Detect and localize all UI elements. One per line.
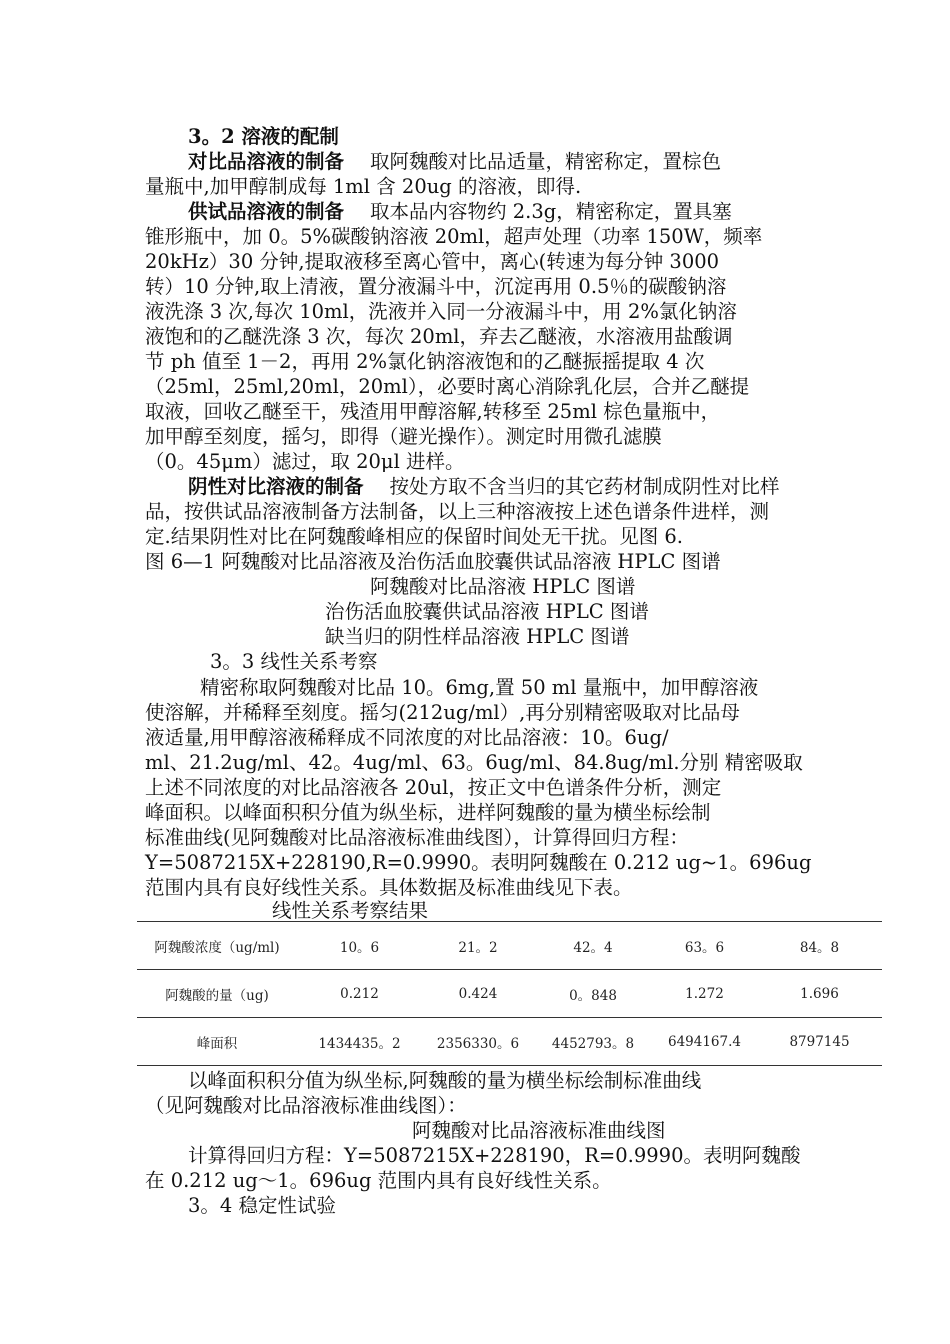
linearity-line: 峰面积。以峰面积积分值为纵坐标，进样阿魏酸的量为横坐标绘制 [145, 801, 711, 824]
regression-line: 在 0.212 ug～1。696ug 范围内具有良好线性关系。 [145, 1169, 612, 1192]
test-solution-line: 20kHz）30 分钟,提取液移至离心管中，离心(转速为每分钟 3000 [145, 250, 720, 273]
neg-solution-line: 品，按供试品溶液制备方法制备，以上三种溶液按上述色谱条件进样，测 [145, 500, 770, 523]
test-solution-title: 供试品溶液的制备 [188, 200, 345, 223]
curve-line: 以峰面积积分值为纵坐标,阿魏酸的量为横坐标绘制标准曲线 [188, 1069, 702, 1092]
section-heading-3-3: 3。3 线性关系考察 [210, 650, 378, 673]
curve-line: （见阿魏酸对比品溶液标准曲线图）： [145, 1094, 467, 1117]
figure-label-ref: 阿魏酸对比品溶液 HPLC 图谱 [370, 575, 636, 598]
table-row [137, 970, 882, 1018]
table-cell: 2356330。6 [436, 1035, 520, 1052]
test-solution-line: （0。45μm）滤过，取 20μl 进样。 [145, 450, 465, 473]
test-solution-line: 节 ph 值至 1－2，再用 2%氯化钠溶液饱和的乙醚振摇提取 4 次 [145, 350, 705, 373]
table-cell: 0.212 [340, 985, 379, 1002]
figure-caption: 图 6—1 阿魏酸对比品溶液及治伤活血胶囊供试品溶液 HPLC 图谱 [145, 550, 721, 573]
neg-solution-text: 按处方取不含当归的其它药材制成阴性对比样 [389, 475, 780, 498]
curve-figure-label: 阿魏酸对比品溶液标准曲线图 [412, 1119, 666, 1142]
test-solution-line: （25ml，25ml,20ml，20ml），必要时离心消除乳化层，合并乙醚提 [145, 375, 750, 398]
table-cell-header: 峰面积 [196, 1035, 238, 1052]
table-cell: 1434435。2 [318, 1035, 401, 1052]
table-cell: 1.696 [800, 985, 839, 1002]
figure-label-neg: 缺当归的阴性样品溶液 HPLC 图谱 [325, 625, 630, 648]
table-cell-header: 阿魏酸的量（ug) [165, 987, 269, 1004]
test-solution-line: 转）10 分钟,取上清液，置分液漏斗中，沉淀再用 0.5％的碳酸钠溶 [145, 275, 727, 298]
section-heading-3-2: 3。2 溶液的配制 [188, 125, 339, 148]
figure-label-test: 治伤活血胶囊供试品溶液 HPLC 图谱 [325, 600, 649, 623]
linearity-line: 使溶解，并稀释至刻度。摇匀(212ug/ml）,再分别精密吸取对比品母 [145, 701, 740, 724]
test-solution-line: 液饱和的乙醚洗涤 3 次，每次 20ml，弃去乙醚液，水溶液用盐酸调 [145, 325, 733, 348]
table-cell: 10。6 [339, 939, 380, 956]
linearity-table [137, 921, 882, 1066]
paragraph-test-line-1 [188, 199, 732, 224]
section-heading-3-4: 3。4 稳定性试验 [188, 1194, 337, 1217]
linearity-line: Y=5087215X+228190,R=0.9990。表明阿魏酸在 0.212 ug~1。696ug [145, 851, 812, 874]
linearity-line: 标准曲线(见阿魏酸对比品溶液标准曲线图），计算得回归方程： [145, 826, 689, 849]
linearity-line: 范围内具有良好线性关系。具体数据及标准曲线见下表。 [145, 876, 633, 899]
neg-solution-line: 定.结果阴性对比在阿魏酸峰相应的保留时间处无干扰。见图 6. [145, 525, 684, 548]
table-title: 线性关系考察结果 [272, 899, 429, 922]
table-cell: 0.424 [458, 985, 498, 1002]
ref-solution-line-2: 量瓶中,加甲醇制成每 1ml 含 20ug 的溶液，即得. [145, 175, 582, 198]
table-cell: 4452793。8 [551, 1035, 635, 1052]
table-cell-header: 阿魏酸浓度（ug/ml) [154, 939, 280, 956]
test-solution-line: 液洗涤 3 次,每次 10ml，洗液并入同一分液漏斗中，用 2%氯化钠溶 [145, 300, 737, 323]
ref-solution-text: 取阿魏酸对比品适量，精密称定，置棕色 [370, 150, 722, 173]
neg-solution-title: 阴性对比溶液的制备 [188, 475, 364, 498]
table-cell: 1.272 [685, 985, 724, 1002]
ref-solution-title: 对比品溶液的制备 [188, 150, 345, 173]
table-cell: 42。4 [573, 939, 613, 956]
test-solution-text: 取本品内容物约 2.3g，精密称定，置具塞 [370, 200, 732, 223]
paragraph-neg-line-1 [188, 474, 780, 499]
table-row [137, 922, 882, 970]
linearity-line: 液适量,用甲醇溶液稀释成不同浓度的对比品溶液：10。6ug/ [145, 726, 669, 749]
linearity-line: 精密称取阿魏酸对比品 10。6mg,置 50 ml 量瓶中，加甲醇溶液 [200, 676, 759, 699]
linearity-line: ml、21.2ug/ml、42。4ug/ml、63。6ug/ml、84.8ug/ml.分别 精密吸取 [145, 751, 803, 774]
test-solution-line: 取液，回收乙醚至干，残渣用甲醇溶解,转移至 25ml 棕色量瓶中， [145, 400, 721, 423]
table-cell: 0。848 [569, 987, 617, 1004]
test-solution-line: 锥形瓶中，加 0。5%碳酸钠溶液 20ml，超声处理（功率 150W，频率 [145, 225, 763, 248]
table-cell: 8797145 [789, 1033, 850, 1050]
table-cell: 21。2 [458, 939, 498, 956]
paragraph-ref-line-1 [188, 149, 721, 174]
table-cell: 63。6 [684, 939, 725, 956]
regression-line: 计算得回归方程：Y=5087215X+228190，R=0.9990。表明阿魏酸 [188, 1144, 801, 1167]
table-cell: 6494167.4 [667, 1033, 741, 1050]
table-row [137, 1018, 882, 1066]
table-cell: 84。8 [799, 939, 840, 956]
linearity-line: 上述不同浓度的对比品溶液各 20ul，按正文中色谱条件分析，测定 [145, 776, 722, 799]
test-solution-line: 加甲醇至刻度，摇匀，即得（避光操作）。测定时用微孔滤膜 [145, 425, 662, 448]
